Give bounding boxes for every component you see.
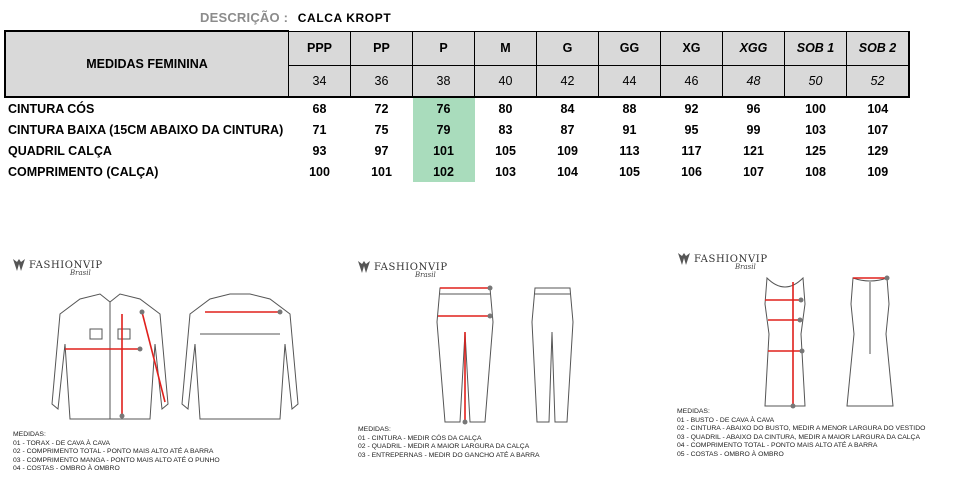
shirt-panel bbox=[10, 254, 310, 484]
measure-value: 108 bbox=[805, 164, 826, 179]
measure-value: 97 bbox=[374, 143, 389, 158]
measure-value: 109 bbox=[557, 143, 578, 158]
measure-value: 88 bbox=[622, 101, 637, 116]
size-label: XG bbox=[661, 31, 723, 66]
brand-logo bbox=[677, 252, 768, 271]
measure-value: 107 bbox=[867, 122, 889, 137]
measure-value: 105 bbox=[495, 143, 516, 158]
measure-value: 87 bbox=[560, 122, 575, 137]
measure-value: 99 bbox=[746, 122, 761, 137]
measure-value: 117 bbox=[681, 143, 702, 158]
description bbox=[200, 10, 391, 25]
brand-logo bbox=[357, 260, 448, 279]
size-number: 40 bbox=[475, 66, 537, 97]
brand-script: Brasil bbox=[70, 269, 91, 277]
shirt-measure-line: 01 - TORAX - DE CAVA À CAVA bbox=[13, 439, 111, 447]
measure-value: 68 bbox=[312, 101, 327, 116]
measure-value: 107 bbox=[743, 164, 764, 179]
size-label: PPP bbox=[289, 31, 351, 66]
table-row bbox=[5, 140, 909, 161]
measure-value: 129 bbox=[867, 143, 889, 158]
measure-value: 103 bbox=[805, 122, 826, 137]
measure-value: 84 bbox=[560, 101, 575, 116]
brand-script: Brasil bbox=[415, 271, 436, 279]
measure-value: 101 bbox=[371, 164, 392, 179]
shirt-measure-line: 03 - COMPRIMENTO MANGA - PONTO MAIS ALTO ATÉ O PUNHO bbox=[13, 456, 220, 464]
measure-value: 100 bbox=[805, 101, 826, 116]
brand-name: FASHIONVIP bbox=[29, 259, 103, 271]
measure-value: 80 bbox=[498, 101, 513, 116]
measure-name: CINTURA BAIXA (15CM ABAIXO DA CINTURA) bbox=[8, 122, 284, 137]
size-label: XGG bbox=[723, 31, 785, 66]
measure-value: 125 bbox=[805, 143, 826, 158]
measure-value: 109 bbox=[867, 164, 889, 179]
brand-logo-icon bbox=[677, 252, 691, 266]
table-row bbox=[5, 161, 909, 182]
size-table bbox=[4, 30, 910, 182]
measure-value: 95 bbox=[684, 122, 699, 137]
measure-value: 104 bbox=[557, 164, 578, 179]
brand-logo-icon bbox=[357, 260, 371, 274]
size-number: 46 bbox=[661, 66, 723, 97]
table-row bbox=[5, 97, 909, 119]
pants-measure-line: 01 - CINTURA - MEDIR CÓS DA CALÇA bbox=[358, 434, 482, 442]
size-number: 34 bbox=[289, 66, 351, 97]
measure-value: 103 bbox=[495, 164, 516, 179]
pants-sketch bbox=[355, 282, 585, 427]
measure-name: QUADRIL CALÇA bbox=[8, 143, 112, 158]
dress-measure-line: 04 - COMPRIMENTO TOTAL - PONTO MAIS ALTO ATÉ A BARRA bbox=[677, 442, 878, 450]
size-label: M bbox=[475, 31, 537, 66]
measure-value: 72 bbox=[374, 101, 389, 116]
shirt-measure-line: MEDIDAS: bbox=[13, 431, 46, 438]
measure-value: 121 bbox=[743, 143, 764, 158]
size-label: P bbox=[413, 31, 475, 66]
measure-name: COMPRIMENTO (CALÇA) bbox=[8, 164, 159, 179]
measure-value: 102 bbox=[413, 161, 475, 182]
shirt-measures bbox=[13, 431, 220, 474]
measure-value: 71 bbox=[312, 122, 327, 137]
measure-value: 101 bbox=[413, 140, 475, 161]
brand-script: Brasil bbox=[735, 263, 756, 271]
size-label: G bbox=[537, 31, 599, 66]
dress-measure-line: 03 - QUADRIL - ABAIXO DA CINTURA, MEDIR A MAIOR LARGURA DA CALÇA bbox=[677, 433, 920, 441]
size-label-row bbox=[5, 31, 909, 66]
pants-measure-line: 02 - QUADRIL - MEDIR A MAIOR LARGURA DA CALÇA bbox=[358, 443, 530, 451]
dress-measure-line: 05 - COSTAS - OMBRO À OMBRO bbox=[677, 450, 784, 458]
table-corner-label: MEDIDAS FEMININA bbox=[5, 31, 289, 97]
measure-value: 76 bbox=[413, 97, 475, 119]
measure-value: 79 bbox=[413, 119, 475, 140]
brand-logo-icon bbox=[12, 258, 26, 272]
shirt-measure-line: 02 - COMPRIMENTO TOTAL - PONTO MAIS ALTO ATÉ A BARRA bbox=[13, 448, 214, 456]
size-number: 50 bbox=[785, 66, 847, 97]
measure-value: 105 bbox=[619, 164, 640, 179]
dress-measure-line: MEDIDAS: bbox=[677, 408, 710, 415]
dress-measures bbox=[677, 408, 925, 460]
description-value: CALCA KROPT bbox=[297, 11, 392, 25]
measure-value: 93 bbox=[312, 143, 327, 158]
dress-panel bbox=[675, 248, 955, 473]
size-number: 48 bbox=[723, 66, 785, 97]
measure-value: 91 bbox=[622, 122, 637, 137]
size-number: 42 bbox=[537, 66, 599, 97]
pants-measure-line: MEDIDAS: bbox=[358, 426, 391, 433]
size-number: 52 bbox=[847, 66, 910, 97]
brand-logo bbox=[12, 258, 103, 277]
size-label: PP bbox=[351, 31, 413, 66]
pants-panel bbox=[355, 254, 585, 469]
table-body bbox=[5, 97, 909, 182]
size-number: 38 bbox=[413, 66, 475, 97]
measure-value: 75 bbox=[374, 122, 389, 137]
size-label: SOB 2 bbox=[847, 31, 910, 66]
measure-value: 113 bbox=[619, 143, 640, 158]
brand-name: FASHIONVIP bbox=[694, 253, 768, 265]
description-label: DESCRIÇÃO : bbox=[200, 10, 289, 25]
pants-measures bbox=[358, 426, 540, 460]
size-label: GG bbox=[599, 31, 661, 66]
measure-value: 104 bbox=[867, 101, 889, 116]
measure-value: 83 bbox=[498, 122, 513, 137]
dress-measure-line: 02 - CINTURA - ABAIXO DO BUSTO, MEDIR A MENOR LARGURA DO VESTIDO bbox=[677, 425, 926, 433]
measure-value: 106 bbox=[681, 164, 702, 179]
dress-measure-line: 01 - BUSTO - DE CAVA À CAVA bbox=[677, 416, 775, 424]
size-number: 44 bbox=[599, 66, 661, 97]
size-number: 36 bbox=[351, 66, 413, 97]
dress-sketch bbox=[675, 274, 955, 414]
shirt-measure-line: 04 - COSTAS - OMBRO À OMBRO bbox=[13, 465, 120, 473]
measure-name: CINTURA CÓS bbox=[8, 101, 95, 116]
table-row bbox=[5, 119, 909, 140]
measure-value: 96 bbox=[746, 101, 761, 116]
pants-measure-line: 03 - ENTREPERNAS - MEDIR DO GANCHO ATÉ A BARRA bbox=[358, 451, 540, 459]
measure-value: 92 bbox=[684, 101, 699, 116]
size-label: SOB 1 bbox=[785, 31, 847, 66]
measure-value: 100 bbox=[309, 164, 330, 179]
brand-name: FASHIONVIP bbox=[374, 261, 448, 273]
